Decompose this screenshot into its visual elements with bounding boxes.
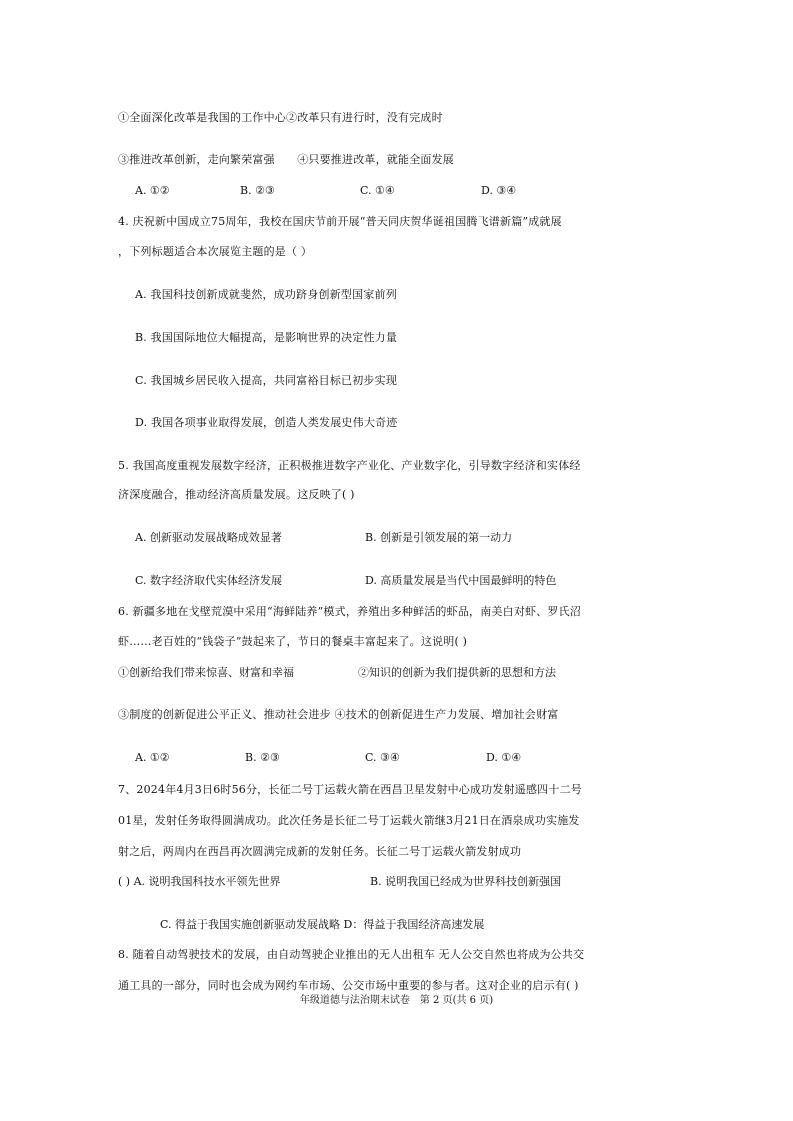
q7-option-a: ( ) A. 说明我国科技水平领先世界 [118,875,281,888]
q5-option-d: D. 高质量发展是当代中国最鲜明的特色 [365,574,557,587]
q4-stem-line-1: 4. 庆祝新中国成立75周年，我校在国庆节前开展“普天同庆贺华诞祖国腾飞谱新篇”成就展 [118,215,562,228]
q6-stem-line-2: 虾……老百姓的“钱袋子”鼓起来了，节日的餐桌丰富起来了。这说明( ) [118,635,468,648]
q6-option-c: C. ③④ [365,751,400,764]
q6-option-b: B. ②③ [245,751,280,764]
q3-option-c: C. ①④ [360,184,395,197]
q6-option-d: D. ①④ [486,751,522,764]
q5-stem-line-2: 济深度融合，推动经济高质量发展。这反映了( ) [118,488,355,501]
q6-statement-1: ①创新给我们带来惊喜、财富和幸福 [118,666,294,679]
q6-stem-line-1: 6. 新疆多地在戈壁荒漠中采用“海鲜陆养”模式，养殖出多种鲜活的虾品，南美白对虾、罗氏沼 [118,605,582,618]
q4-option-d: D. 我国各项事业取得发展，创造人类发展史伟大奇迹 [135,416,398,429]
q4-option-c: C. 我国城乡居民收入提高，共同富裕目标已初步实现 [135,374,398,387]
q3-option-b: B. ②③ [240,184,275,197]
q4-option-a: A. 我国科技创新成就斐然，成功跻身创新型国家前列 [135,288,397,301]
q6-option-a: A. ①② [135,751,170,764]
q7-option-c-d: C. 得益于我国实施创新驱动发展战略 D：得益于我国经济高速发展 [160,918,485,931]
q4-option-b: B. 我国国际地位大幅提高，是影响世界的决定性力量 [135,331,398,344]
q3-statement-line-1: ①全面深化改革是我国的工作中心②改革只有进行时，没有完成时 [118,111,443,124]
q8-stem-line-2: 通工具的一部分，同时也会成为网约车市场、公交市场中重要的参与者。这对企业的启示有( ) [118,979,579,992]
q7-option-b: B. 说明我国已经成为世界科技创新强国 [370,875,562,888]
q3-option-d: D. ③④ [481,184,517,197]
page-footer: 年级道德与法治期末试卷 第 2 页(共 6 页) [299,995,494,1006]
q5-option-b: B. 创新是引领发展的第一动力 [365,531,513,544]
q5-stem-line-1: 5. 我国高度重视发展数字经济，正积极推进数字产业化、产业数字化，引导数字经济和实体经 [118,459,581,472]
q4-stem-line-2: ，下列标题适合本次展览主题的是（ ） [118,245,313,258]
q6-statement-line-3: ③制度的创新促进公平正义、推动社会进步 ④技术的创新促进生产力发展、增加社会财富 [118,708,559,721]
q7-stem-line-1: 7、2024年4月3日6时56分，长征二号丁运载火箭在西昌卫星发射中心成功发射遥感四十二号 [118,783,582,796]
q5-option-c: C. 数字经济取代实体经济发展 [135,574,283,587]
q5-option-a: A. 创新驱动发展战略成效显著 [135,531,282,544]
q7-stem-line-2: 01星，发射任务取得圆满成功。此次任务是长征二号丁运载火箭继3月21日在酒泉成功实施发 [118,814,580,827]
q8-stem-line-1: 8. 随着自动驾驶技术的发展，由自动驾驶企业推出的无人出租车 无人公交自然也将成为公共交 [118,948,585,961]
q3-option-a: A. ①② [135,184,170,197]
q7-stem-line-3: 射之后，两周内在西昌再次圆满完成新的发射任务。长征二号丁运载火箭发射成功 [118,845,522,858]
q6-statement-2: ②知识的创新为我们提供新的思想和方法 [358,666,556,679]
q3-statement-line-2: ③推进改革创新，走向繁荣富强 ④只要推进改革，就能全面发展 [118,153,454,166]
